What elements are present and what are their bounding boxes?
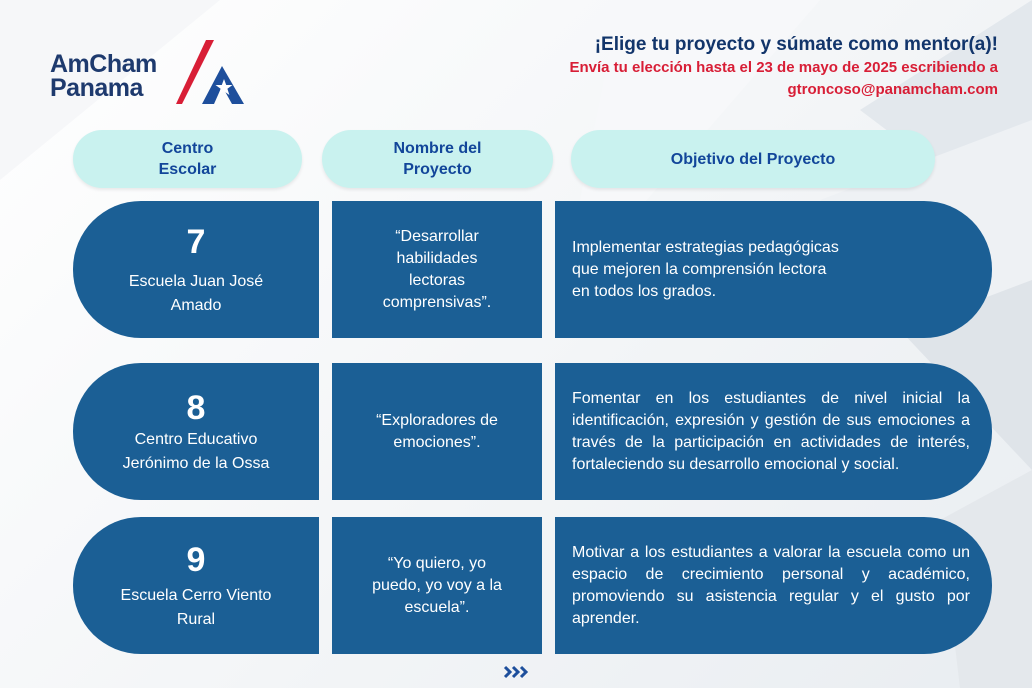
column-header-school-l1: Centro	[161, 140, 214, 157]
column-header-objective-label: Objetivo del Proyecto	[670, 150, 836, 168]
school-name-l1: Escuela Juan José	[128, 272, 264, 290]
objective-cell	[555, 517, 992, 654]
column-header-project-l2: Proyecto	[403, 161, 472, 178]
school-cell	[73, 517, 319, 654]
objective-text: Motivar a los estudiantes a valorar la escuela como un espacio de crecimiento personal y académico, promoviendo su asistencia regular y el gusto por aprender.	[572, 543, 970, 627]
objective-cell	[555, 363, 992, 500]
project-name-l1: “Yo quiero, yo	[387, 554, 487, 572]
objective-text: Fomentar en los estudiantes de nivel inicial la identificación, expresión y gestión de sus emociones a través de la participación en actividades de interés, fortaleciendo su desarrollo emocional y social.	[572, 389, 970, 473]
school-cell	[73, 201, 319, 338]
project-name-l2: puedo, yo voy a la	[372, 576, 502, 594]
column-header-school	[73, 130, 302, 188]
header	[569, 33, 998, 101]
school-number: 9	[186, 540, 206, 579]
table-row	[73, 517, 992, 654]
school-number: 8	[186, 388, 206, 427]
project-name-l3: escuela”.	[404, 598, 470, 616]
amcham-logo	[50, 40, 250, 110]
objective-text-l2: que mejoren la comprensión lectora	[572, 260, 827, 278]
column-header-project-l1: Nombre del	[393, 140, 482, 157]
page-title: ¡Elige tu proyecto y súmate como mentor(a)!	[594, 34, 998, 55]
school-name-l2: Amado	[170, 296, 222, 314]
project-cell	[332, 363, 542, 500]
contact-email: gtroncoso@panamcham.com	[787, 81, 998, 98]
project-name-l2: emociones”.	[393, 433, 481, 451]
table-row	[73, 363, 992, 500]
deadline-text: Envía tu elección hasta el 23 de mayo de 2025 escribiendo a	[569, 59, 998, 76]
school-cell	[73, 363, 319, 500]
triple-chevron-right-icon[interactable]	[503, 664, 531, 680]
column-header-project	[322, 130, 553, 188]
column-header-school-l2: Escolar	[158, 161, 217, 178]
logo-line-1: AmCham	[50, 50, 157, 78]
objective-cell	[555, 201, 992, 338]
school-name-l1: Centro Educativo	[134, 430, 258, 448]
project-name-l3: lectoras	[408, 271, 465, 289]
project-name-l1: “Exploradores de	[376, 411, 498, 429]
project-cell	[332, 517, 542, 654]
school-name-l1: Escuela Cerro Viento	[120, 586, 272, 604]
school-name-l2: Jerónimo de la Ossa	[122, 454, 270, 472]
project-name-l2: habilidades	[396, 249, 478, 267]
project-name-l4: comprensivas”.	[382, 293, 492, 311]
column-header-objective	[571, 130, 935, 188]
school-name-l2: Rural	[176, 610, 216, 628]
project-name-l1: “Desarrollar	[395, 227, 479, 245]
school-number: 7	[186, 222, 206, 261]
table-row	[73, 201, 992, 338]
objective-text-l1: Implementar estrategias pedagógicas	[572, 238, 839, 256]
objective-text-l3: en todos los grados.	[572, 282, 717, 300]
amcham-star-mark-icon	[176, 40, 246, 106]
logo-line-2: Panama	[50, 74, 143, 102]
project-cell	[332, 201, 542, 338]
